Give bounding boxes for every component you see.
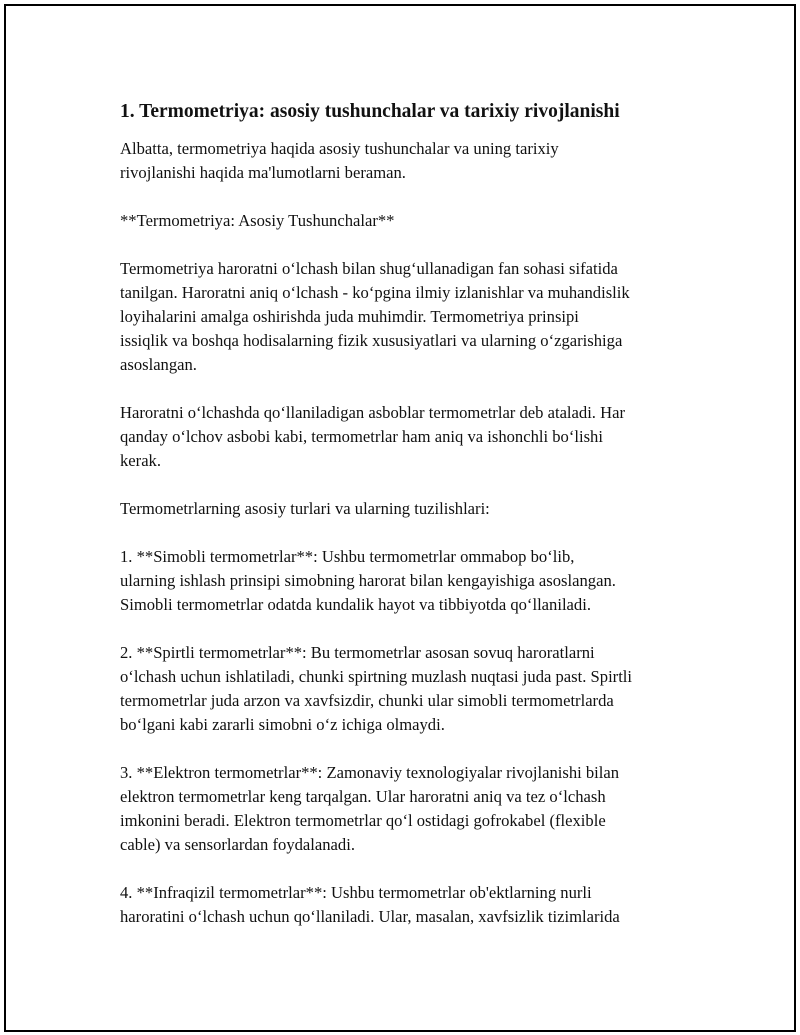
text-line: termometrlar juda arzon va xavfsizdir, chunki ular simobli termometrlarda	[120, 691, 614, 710]
text-line: Haroratni o‘lchashda qo‘llaniladigan asboblar termometrlar deb ataladi. Har	[120, 403, 625, 422]
page-border	[4, 4, 796, 1032]
text-line: cable) va sensorlardan foydalanadi.	[120, 835, 355, 854]
text-line: elektron termometrlar keng tarqalgan. Ular haroratni aniq va tez o‘lchash	[120, 787, 606, 806]
text-line: asoslangan.	[120, 355, 197, 374]
text-line: haroratini o‘lchash uchun qo‘llaniladi. Ular, masalan, xavfsizlik tizimlarida	[120, 907, 620, 926]
text-line: kerak.	[120, 451, 161, 470]
text-line: Simobli termometrlar odatda kundalik hayot va tibbiyotda qo‘llaniladi.	[120, 595, 591, 614]
paragraph-types-intro	[120, 497, 700, 521]
text-line: rivojlanishi haqida ma'lumotlarni beraman.	[120, 163, 406, 182]
text-line: bo‘lgani kabi zararli simobni o‘z ichiga olmaydi.	[120, 715, 445, 734]
list-item-alcohol	[120, 641, 700, 737]
text-line: imkonini beradi. Elektron termometrlar qo‘l ostidagi gofrokabel (flexible	[120, 811, 606, 830]
text-line: Termometriya haroratni o‘lchash bilan shug‘ullanadigan fan sohasi sifatida	[120, 259, 618, 278]
text-line: Albatta, termometriya haqida asosiy tushunchalar va uning tarixiy	[120, 139, 559, 158]
list-item-electronic	[120, 761, 700, 857]
text-line: ularning ishlash prinsipi simobning harorat bilan kengayishiga asoslangan.	[120, 571, 616, 590]
text-line: issiqlik va boshqa hodisalarning fizik xususiyatlari va ularning o‘zgarishiga	[120, 331, 623, 350]
paragraph-instruments	[120, 401, 700, 473]
paragraph-definition	[120, 257, 700, 377]
text-line: loyihalarini amalga oshirishda juda muhimdir. Termometriya prinsipi	[120, 307, 579, 326]
document-heading: 1. Termometriya: asosiy tushunchalar va tarixiy rivojlanishi	[120, 101, 620, 122]
list-item-mercury	[120, 545, 700, 617]
text-line: 4. **Infraqizil termometrlar**: Ushbu termometrlar ob'ektlarning nurli	[120, 883, 592, 902]
paragraph-subheading	[120, 209, 700, 233]
list-item-infrared	[120, 881, 700, 929]
text-line: Termometrlarning asosiy turlari va ularning tuzilishlari:	[120, 499, 490, 518]
document-body	[120, 99, 700, 953]
text-line: 1. **Simobli termometrlar**: Ushbu termometrlar ommabop bo‘lib,	[120, 547, 575, 566]
text-line: 3. **Elektron termometrlar**: Zamonaviy texnologiyalar rivojlanishi bilan	[120, 763, 620, 782]
text-line: 2. **Spirtli termometrlar**: Bu termometrlar asosan sovuq haroratlarni	[120, 643, 595, 662]
text-line: o‘lchash uchun ishlatiladi, chunki spirtning muzlash nuqtasi juda past. Spirtli	[120, 667, 633, 686]
paragraph-intro	[120, 137, 700, 185]
text-line: tanilgan. Haroratni aniq o‘lchash - ko‘pgina ilmiy izlanishlar va muhandislik	[120, 283, 630, 302]
text-line: qanday o‘lchov asbobi kabi, termometrlar ham aniq va ishonchli bo‘lishi	[120, 427, 603, 446]
text-line: **Termometriya: Asosiy Tushunchalar**	[120, 211, 395, 230]
